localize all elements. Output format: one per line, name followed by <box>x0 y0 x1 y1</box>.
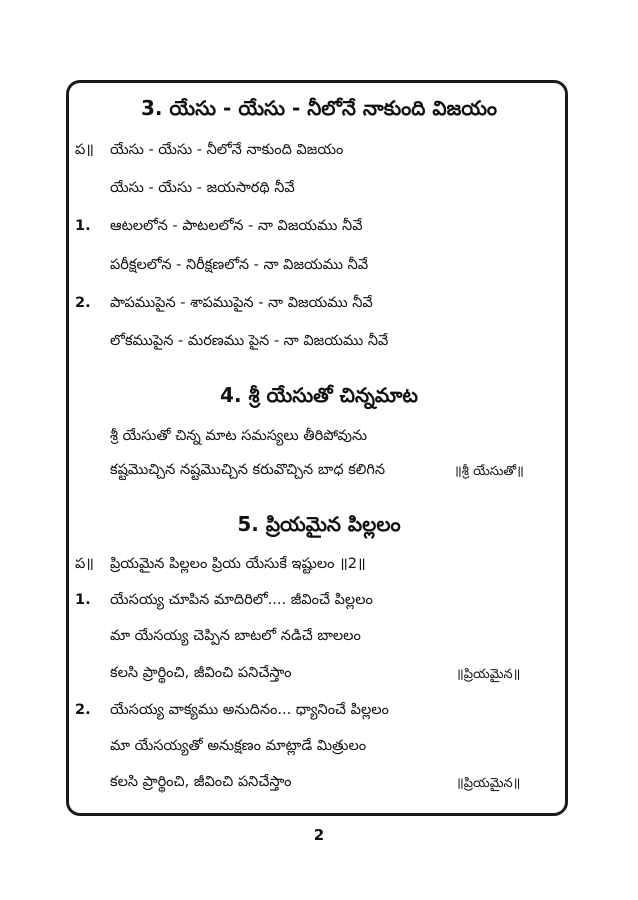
song-3-line-1: యేసు - యేసు - నీలోనే నాకుంది విజయం <box>110 142 344 158</box>
song-4-line-1: శ్రీ యేసుతో చిన్న మాట సమస్యలు తీరిపోవును <box>110 428 368 444</box>
refrain-reference: ॥శ్రీ యేసుతో॥ <box>454 464 524 479</box>
song-4-title: 4. శ్రీ యేసుతో చిన్నమాట <box>220 383 418 407</box>
song-5-line-2: యేసయ్య చూపిన మాదిరిలో.... జీవించే పిల్లలం <box>110 592 373 608</box>
verse-2-mark: 2. <box>75 702 91 718</box>
song-4-line-2: కష్టమొచ్చిన నష్టమొచ్చిన కరువొచ్చిన బాధ కలిగిన <box>110 462 386 478</box>
pallavi-mark: ప॥ <box>75 142 94 158</box>
song-5-line-5: యేసయ్య వాక్యము అనుదినం... ధ్యానించే పిల్లలం <box>110 702 389 718</box>
page-number: 2 <box>313 826 325 844</box>
song-3-line-5: పాపముపైన - శాపముపైన - నా విజయము నీవే <box>110 295 373 311</box>
song-5-line-6: మా యేసయ్యతో అనుక్షణం మాట్లాడే మిత్రులం <box>110 738 367 754</box>
song-5-title: 5. ప్రియమైన పిల్లలం <box>237 512 401 536</box>
song-5-line-1: ప్రియమైన పిల్లలం ప్రియ యేసుకే ఇష్టులం ॥2॥ <box>110 556 366 572</box>
pallavi-mark: ప॥ <box>75 556 94 572</box>
song-5-line-3: మా యేసయ్య చెప్పిన బాటలో నడిచే బాలలం <box>110 628 361 644</box>
song-3-line-6: లోకముపైన - మరణము పైన - నా విజయము నీవే <box>110 333 389 349</box>
song-5-line-4: కలసి ప్రార్థించి, జీవించి పనిచేస్తాం <box>110 665 292 681</box>
song-3-title: 3. యేసు - యేసు - నీలోనే నాకుంది విజయం <box>140 96 498 120</box>
verse-1-mark: 1. <box>75 218 91 234</box>
verse-2-mark: 2. <box>75 295 91 311</box>
song-3-line-4: పరీక్షలలోన - నిరీక్షణలోన - నా విజయము నీవే <box>110 257 369 273</box>
refrain-reference: ॥ప్రియమైన॥ <box>456 776 521 791</box>
song-3-line-2: యేసు - యేసు - జయసారథి నీవే <box>110 180 295 196</box>
refrain-reference: ॥ప్రియమైన॥ <box>456 667 521 682</box>
song-3-line-3: ఆటలలోన - పాటలలోన - నా విజయము నీవే <box>110 218 363 234</box>
verse-1-mark: 1. <box>75 592 91 608</box>
song-5-line-7: కలసి ప్రార్థించి, జీవించి పనిచేస్తాం <box>110 774 292 790</box>
